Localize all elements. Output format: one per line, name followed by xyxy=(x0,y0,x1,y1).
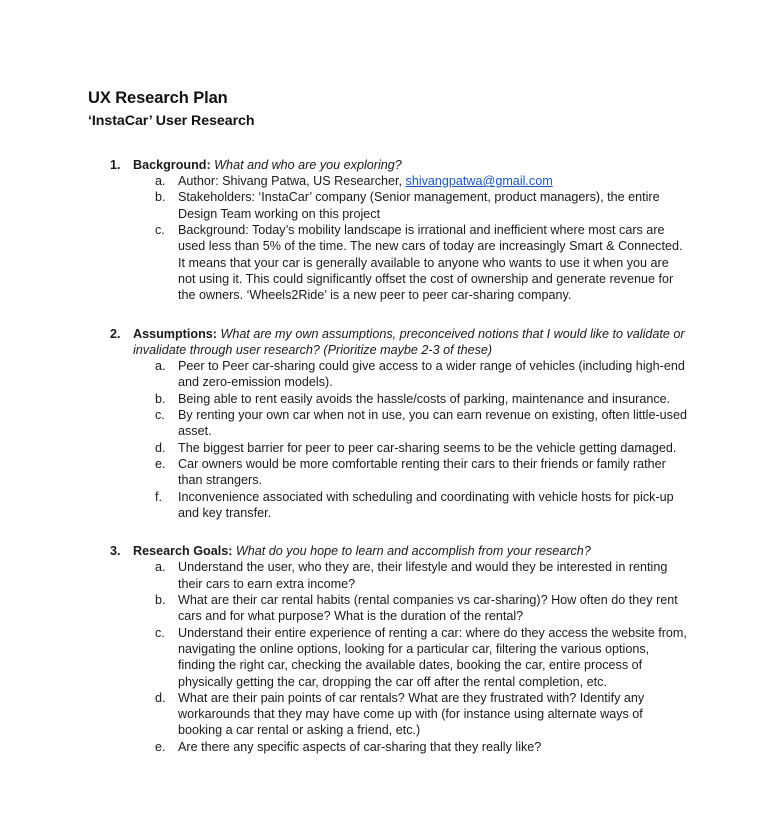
item-marker: c. xyxy=(155,408,165,423)
item-text: Car owners would be more comfortable renting their cars to their friends or family rather than strangers. xyxy=(178,456,666,488)
item-text xyxy=(178,173,688,189)
list-item xyxy=(133,222,688,303)
section-heading xyxy=(133,326,688,359)
page-title: UX Research Plan xyxy=(88,89,228,107)
item-marker: b. xyxy=(155,391,166,406)
item-marker: b. xyxy=(155,190,166,205)
section-prompt: What do you hope to learn and accomplish from your research? xyxy=(235,544,591,559)
section-sublist xyxy=(133,173,688,303)
item-text: What are their car rental habits (rental companies vs car-sharing)? How often do they rent cars and for what purpose? What is the duration of the rental? xyxy=(178,593,678,624)
list-item xyxy=(133,592,688,625)
item-marker: d. xyxy=(155,440,166,455)
list-item xyxy=(133,489,688,522)
section-marker: 3. xyxy=(110,544,121,559)
section-prompt: What are my own assumptions, preconceived notions that I would like to validate or invalidate through user research? (Prioritize maybe 2-3 of these) xyxy=(133,326,685,357)
section-heading xyxy=(133,543,688,559)
item-text: Being able to rent easily avoids the hassle/costs of parking, maintenance and insurance. xyxy=(178,391,671,406)
item-marker: c. xyxy=(155,625,165,640)
list-item xyxy=(133,456,688,489)
section-heading xyxy=(133,157,688,173)
section-sublist xyxy=(133,358,688,521)
list-item xyxy=(133,440,688,456)
item-text: Peer to Peer car-sharing could give access to a wider range of vehicles (including high-end and zero-emission models). xyxy=(178,359,685,390)
outline-section xyxy=(88,326,688,522)
item-text: Background: Today’s mobility landscape is irrational and inefficient where most cars are used less than 5% of the time. The new cars of today are increasingly Smart & Connected. It means that your car is generally available to anyone who wants to use it when you are not using it. This could significantly offset the cost of ownership and generate revenue for the owners. ‘Wheels2Ride’ is a new peer to peer car-sharing company. xyxy=(178,223,683,303)
item-text-before-link: Author: Shivang Patwa, US Researcher, xyxy=(178,174,406,189)
section-sublist xyxy=(133,559,688,755)
outline-section xyxy=(88,543,688,755)
item-marker: a. xyxy=(155,359,166,374)
item-marker: a. xyxy=(155,174,166,189)
outline-list xyxy=(88,157,688,755)
list-item xyxy=(133,739,688,755)
item-marker: e. xyxy=(155,456,166,471)
item-text: Inconvenience associated with scheduling and coordinating with vehicle hosts for pick-up and key transfer. xyxy=(178,489,674,520)
section-label: Assumptions: xyxy=(133,326,221,341)
item-marker: c. xyxy=(155,223,165,238)
outline-section xyxy=(88,157,688,304)
item-text: Are there any specific aspects of car-sharing that they really like? xyxy=(178,739,542,754)
item-marker: e. xyxy=(155,739,166,754)
list-item xyxy=(133,173,688,189)
item-text: Stakeholders: ‘InstaCar’ company (Senior management, product managers), the entire Design Team working on this project xyxy=(178,190,660,221)
section-prompt: What and who are you exploring? xyxy=(214,157,402,172)
item-text: By renting your own car when not in use, you can earn revenue on existing, often little-used asset. xyxy=(178,408,687,439)
item-marker: b. xyxy=(155,593,166,608)
item-text: Understand their entire experience of renting a car: where do they access the website from, navigating the online options, looking for a particular car, filtering the various options, finding the right car, checking the available dates, booking the car, entire process of physically getting the car, dropping the car off after the rental completion, etc. xyxy=(178,625,687,689)
section-label: Research Goals: xyxy=(133,544,236,559)
list-item xyxy=(133,189,688,222)
section-marker: 2. xyxy=(110,326,121,341)
list-item xyxy=(133,407,688,440)
section-marker: 1. xyxy=(110,157,121,172)
section-label: Background: xyxy=(133,157,215,172)
email-link[interactable]: shivangpatwa@gmail.com xyxy=(405,174,553,189)
list-item xyxy=(133,358,688,391)
list-item xyxy=(133,559,688,592)
list-item xyxy=(133,391,688,407)
list-item xyxy=(133,690,688,739)
item-text: Understand the user, who they are, their lifestyle and would they be interested in renting their cars to earn extra income? xyxy=(178,560,668,591)
item-marker: a. xyxy=(155,560,166,575)
item-marker: d. xyxy=(155,690,166,705)
item-marker: f. xyxy=(155,489,162,504)
item-text: What are their pain points of car rentals? What are they frustrated with? Identify any workarounds that they may have come up with (for instance using alternate ways of booking a car rental or asking a friend, etc.) xyxy=(178,690,645,738)
item-text: The biggest barrier for peer to peer car-sharing seems to be the vehicle getting damaged. xyxy=(178,440,677,455)
page-subtitle: ‘InstaCar’ User Research xyxy=(88,113,255,130)
list-item xyxy=(133,625,688,690)
